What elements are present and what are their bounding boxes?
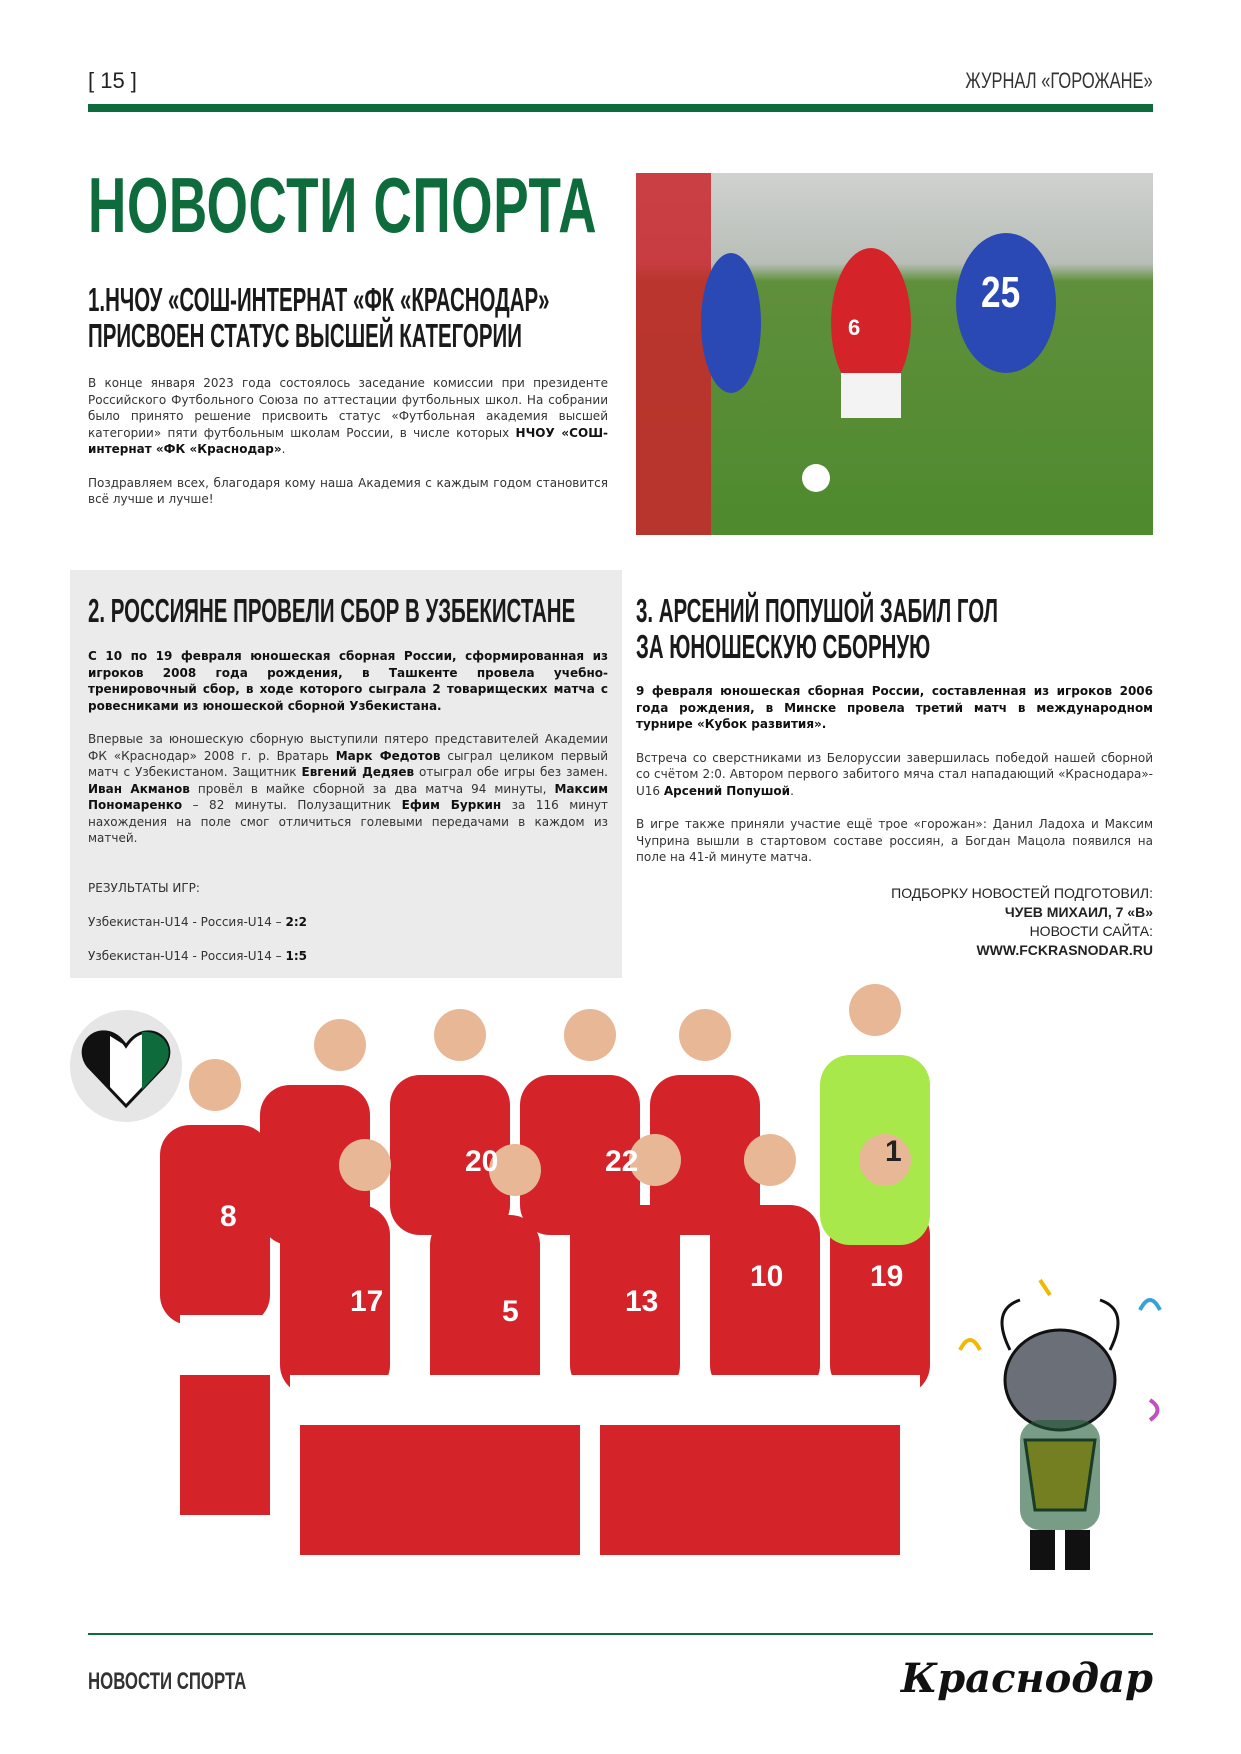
credits-prepared-label: ПОДБОРКУ НОВОСТЕЙ ПОДГОТОВИЛ: bbox=[891, 885, 1153, 901]
paragraph bbox=[88, 648, 608, 714]
title-line: 3. АРСЕНИЙ ПОПУШОЙ ЗАБИЛ ГОЛ bbox=[636, 592, 999, 629]
player-number: 6 bbox=[848, 315, 861, 340]
bold-text: НЧОУ «СОШ-интернат «ФК «Краснодар» bbox=[88, 425, 608, 456]
paragraph bbox=[636, 750, 1153, 800]
title-line: 1.НЧОУ «СОШ-ИНТЕРНАТ «ФК «КРАСНОДАР» bbox=[88, 281, 550, 318]
title-line: ЗА ЮНОШЕСКУЮ СБОРНУЮ bbox=[636, 628, 931, 665]
result-row bbox=[88, 948, 307, 965]
header-divider bbox=[88, 104, 1153, 112]
shirt-number: 1 bbox=[885, 1135, 902, 1168]
results-label: РЕЗУЛЬТАТЫ ИГР: bbox=[88, 881, 200, 895]
credits bbox=[891, 884, 1153, 960]
score: 1:5 bbox=[285, 949, 307, 963]
title-line: 2. РОССИЯНЕ ПРОВЕЛИ СБОР В УЗБЕКИСТАНЕ bbox=[88, 592, 576, 629]
credits-author: ЧУЕВ МИХАИЛ, 7 «В» bbox=[1004, 904, 1153, 920]
article2-body bbox=[88, 648, 608, 864]
shirt-number: 17 bbox=[350, 1285, 384, 1318]
text: сыграл целиком первый матч с Узбекистаном. Защитник bbox=[88, 748, 608, 779]
result-row bbox=[88, 914, 307, 931]
bold-text: С 10 по 19 февраля юношеская сборная России, сформированная из игроков 2008 года рождения, в Ташкенте провела учебно-тренировочный сбор, в ходе которого сыграла 2 товарищеских матча с ровесниками из юношеской сборной Узбекистана. bbox=[88, 649, 608, 713]
bold-text: Иван Акманов bbox=[88, 781, 190, 796]
bull-mascot-with-trophy bbox=[940, 1270, 1190, 1600]
text: В игре также приняли участие ещё трое «горожан»: Данил Ладоха и Максим Чуприна вышли в стартовом составе россиян, а Богдан Мацола появился на поле на 41-й минуте матча. bbox=[636, 817, 1153, 864]
text: отыграл обе игры без замен. bbox=[414, 765, 608, 779]
shirt-number: 19 bbox=[870, 1260, 904, 1293]
bold-text: Марк Федотов bbox=[335, 748, 441, 763]
mascot-illustration bbox=[940, 1270, 1190, 1600]
text: В конце января 2023 года состоялось заседание комиссии при президенте Российского Футбольного Союза по аттестации футбольных школ. На собрании было принято решение присвоить статус «Футбольная академия высшей категории» пяти футбольным школам России, в числе которых bbox=[88, 376, 608, 440]
shirt-number: 10 bbox=[750, 1260, 784, 1293]
text: Встреча со сверстниками из Белоруссии завершилась победой нашей сборной со счётом 2:0. Автором первого забитого мяча стал нападающий «Краснодара»-U16 bbox=[636, 750, 1153, 798]
page-number: [ 15 ] bbox=[88, 68, 137, 93]
bold-text: 9 февраля юношеская сборная России, составленная из игроков 2006 года рождения, в Минске провела третий матч в международном турнире «Кубок развития». bbox=[636, 684, 1153, 731]
title-line: ПРИСВОЕН СТАТУС ВЫСШЕЙ КАТЕГОРИИ bbox=[88, 317, 522, 354]
paragraph bbox=[88, 375, 608, 458]
bold-text: Арсений Попушой bbox=[663, 783, 791, 798]
footer-divider bbox=[88, 1633, 1153, 1635]
credits-source-label: НОВОСТИ САЙТА: bbox=[1029, 923, 1153, 939]
match: Узбекистан-U14 - Россия-U14 – bbox=[88, 949, 286, 963]
credits-site: WWW.FCKRASNODAR.RU bbox=[976, 942, 1153, 958]
krasnodar-logo: Краснодар bbox=[900, 1655, 1153, 1702]
text: – 82 минуты. Полузащитник bbox=[182, 798, 402, 812]
team-photo bbox=[150, 975, 990, 1595]
team-photo-illustration bbox=[150, 975, 990, 1595]
player-number: 25 bbox=[981, 268, 1021, 317]
paragraph bbox=[88, 475, 608, 508]
shirt-number: 22 bbox=[605, 1145, 639, 1178]
score: 2:2 bbox=[285, 915, 307, 929]
text: . bbox=[281, 442, 286, 456]
bold-text: Максим Пономаренко bbox=[88, 781, 608, 812]
shirt-number: 13 bbox=[625, 1285, 659, 1318]
article3-body bbox=[636, 683, 1153, 883]
bold-text: Евгений Дедяев bbox=[301, 765, 415, 779]
footer-section: НОВОСТИ СПОРТА bbox=[88, 1668, 247, 1695]
magazine-name: ЖУРНАЛ «ГОРОЖАНЕ» bbox=[965, 68, 1153, 93]
paragraph bbox=[88, 731, 608, 847]
article3-title bbox=[636, 593, 1220, 665]
match-photo-illustration bbox=[636, 173, 1153, 535]
match-photo bbox=[636, 173, 1153, 535]
section-title: НОВОСТИ СПОРТА bbox=[88, 161, 598, 249]
paragraph bbox=[636, 816, 1153, 866]
text: провёл в майке сборной за два матча 94 минуты, bbox=[189, 781, 555, 796]
article1-body bbox=[88, 375, 608, 525]
text: Поздравляем всех, благодаря кому наша Академия с каждым годом становится всё лучше и лучше! bbox=[88, 475, 608, 506]
shirt-number: 20 bbox=[465, 1145, 499, 1178]
bold-text: Ефим Буркин bbox=[401, 798, 502, 812]
shirt-number: 5 bbox=[502, 1295, 519, 1328]
text: Впервые за юношескую сборную выступили пятеро представителей Академии ФК «Краснодар» 2008 г. р. Вратарь bbox=[88, 732, 608, 763]
text: . bbox=[790, 783, 794, 798]
text: за 116 минут нахождения на поле смог отличиться голевыми передачами в каждом из матчей. bbox=[88, 798, 608, 845]
shirt-number: 8 bbox=[220, 1200, 237, 1233]
paragraph bbox=[636, 683, 1153, 733]
match: Узбекистан-U14 - Россия-U14 – bbox=[88, 915, 286, 929]
